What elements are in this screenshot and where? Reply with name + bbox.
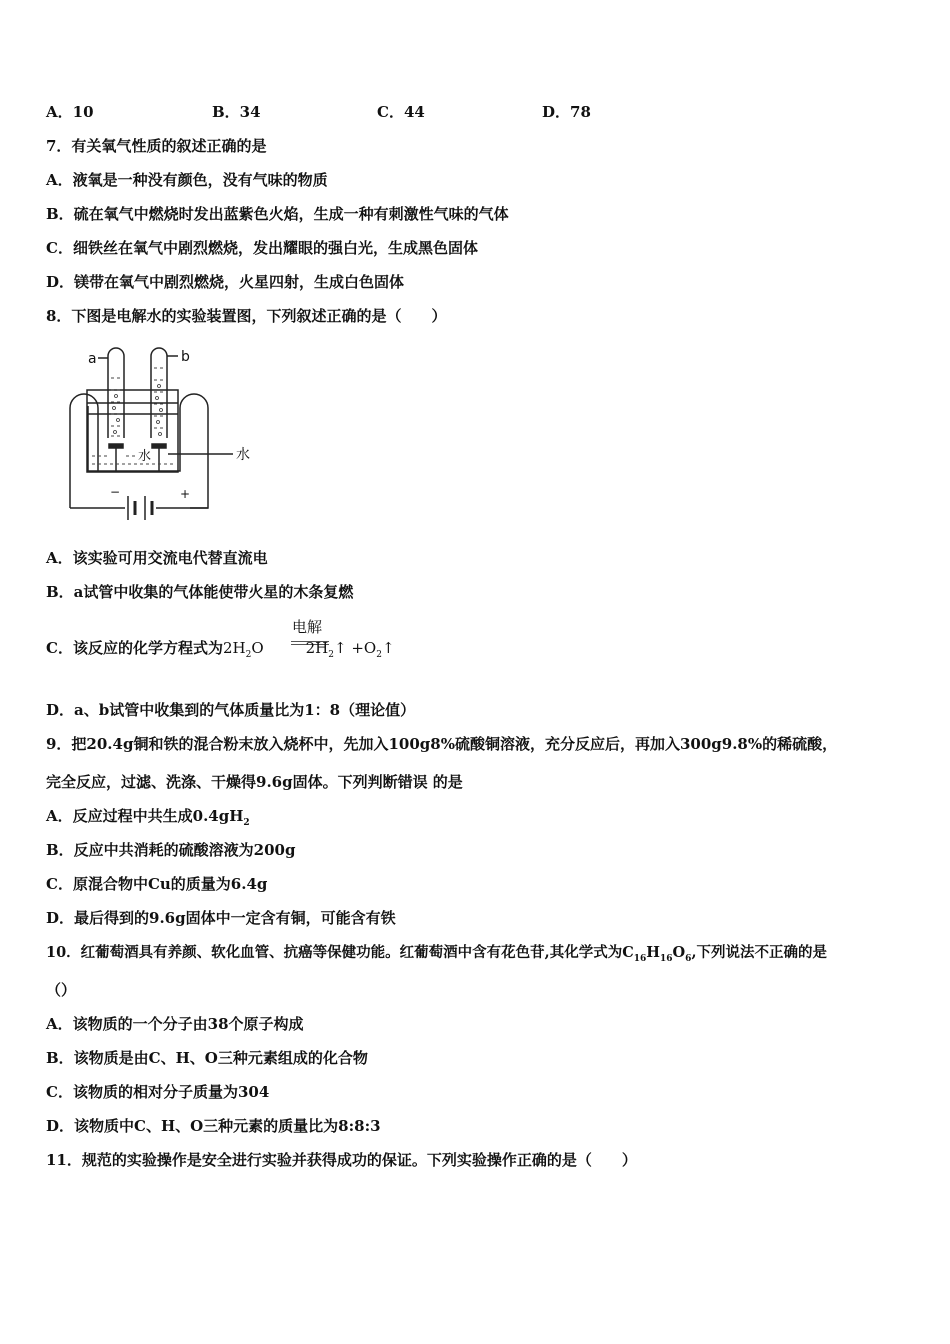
q9-stem-line2: 完全反应，过滤、洗涤、干燥得9.6g固体。下列判断错误 的是 [46, 773, 463, 791]
q9-option-c: C．原混合物中Cu的质量为6.4g [46, 875, 268, 893]
q9-option-b: B．反应中共消耗的硫酸溶液为200g [46, 841, 296, 859]
q9-option-d: D．最后得到的9.6g固体中一定含有铜，可能含有铁 [46, 909, 396, 927]
electrode-right [152, 444, 166, 448]
plus-sign: + [180, 487, 191, 501]
electrolysis-apparatus-figure [60, 338, 270, 528]
water-label: 水 [236, 447, 250, 463]
q7-option-b: B．硫在氧气中燃烧时发出蓝紫色火焰，生成一种有刺激性气味的气体 [46, 205, 509, 223]
tube-b-label: b [181, 349, 190, 365]
q10-option-d: D．该物质中C、H、O三种元素的质量比为8:8:3 [46, 1117, 381, 1135]
q9-option-a: A．反应过程中共生成$0.4gH_2$ [46, 807, 250, 828]
q10-stem-line1: 10．红葡萄酒具有养颜、软化血管、抗癌等保健功能。红葡萄酒中含有花色苷,其化学式为$C_{16}H_{16}O_6$,下列说法不正确的是 [46, 944, 827, 964]
q6-option-a: A．10 [46, 103, 94, 121]
tube-a-label: a [88, 351, 97, 367]
q8-option-d: D．a、b试管中收集到的气体质量比为1：8（理论值） [46, 701, 416, 719]
q6-option-c: C．44 [377, 103, 425, 121]
q8-stem: 8．下图是电解水的实验装置图，下列叙述正确的是（ ） [46, 307, 447, 325]
q8-option-a: A．该实验可用交流电代替直流电 [46, 549, 268, 567]
q10-option-a: A．该物质的一个分子由38个原子构成 [46, 1015, 304, 1033]
q8-option-c-text: C．该反应的化学方程式为 [46, 639, 223, 657]
q10-option-c: C．该物质的相对分子质量为304 [46, 1083, 270, 1101]
q6-option-b: B．34 [212, 103, 261, 121]
q11-stem: 11．规范的实验操作是安全进行实验并获得成功的保证。下列实验操作正确的是（ ） [46, 1151, 637, 1169]
q7-option-a: A．液氧是一种没有颜色，没有气味的物质 [46, 171, 328, 189]
tube-a [108, 348, 124, 438]
q7-stem: 7．有关氧气性质的叙述正确的是 [46, 137, 267, 155]
q10-stem-line2: （） [46, 981, 77, 999]
q8-option-c [46, 638, 395, 661]
electrode-left [109, 444, 123, 448]
chemical-equation: $2H_2O$ $2H_2↑$ $+O_2↑$ [222, 639, 395, 660]
water-inner-label: 水 [138, 449, 152, 464]
q7-option-c: C．细铁丝在氧气中剧烈燃烧，发出耀眼的强白光，生成黑色固体 [46, 239, 478, 257]
equation-condition: 电解 [292, 618, 323, 636]
tube-b [151, 348, 167, 438]
q8-option-b: B．a试管中收集的气体能使带火星的木条复燃 [46, 583, 354, 601]
q10-option-b: B．该物质是由C、H、O三种元素组成的化合物 [46, 1049, 368, 1067]
q7-option-d: D．镁带在氧气中剧烈燃烧，火星四射，生成白色固体 [46, 273, 405, 291]
minus-sign: − [110, 485, 121, 499]
q9-stem-line1: 9．把20.4g铜和铁的混合粉末放入烧杯中，先加入100g8%硫酸铜溶液，充分反应后，再加入300g9.8%的稀硫酸， [46, 735, 838, 753]
q6-option-d: D．78 [542, 103, 591, 121]
